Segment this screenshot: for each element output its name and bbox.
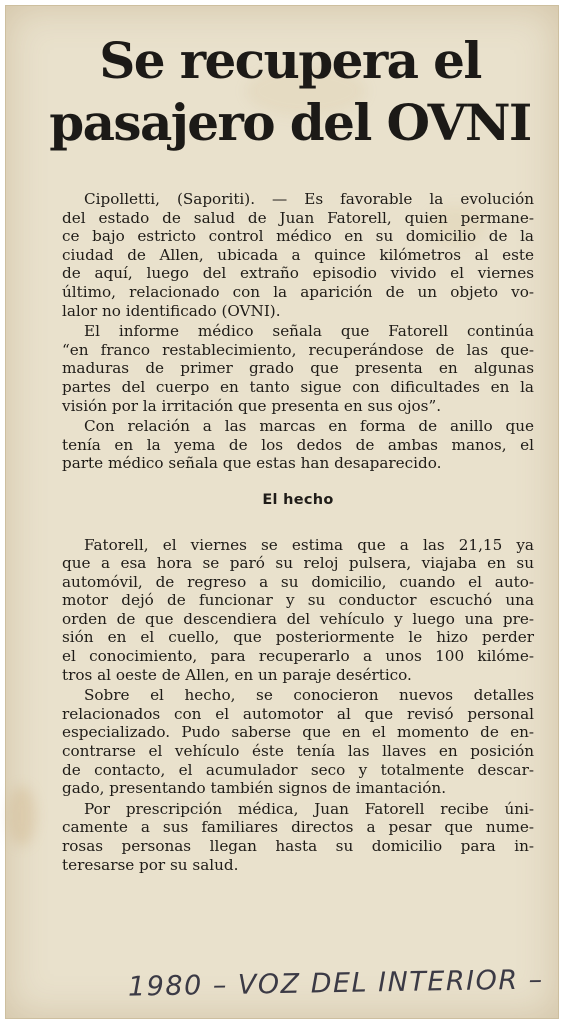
handwritten-note: 1980 – VOZ DEL INTERIOR –	[127, 964, 544, 1003]
text-line: contrarse el vehículo éste tenía las llaves en posición	[62, 742, 534, 761]
text-line: de contacto, el acumulador seco y totalmente descar-	[62, 760, 534, 779]
text-line: parte médico señala que estas han desaparecido.	[62, 454, 442, 473]
text-line: Con relación a las marcas en forma de anillo que	[84, 417, 534, 436]
paragraph	[62, 800, 534, 874]
paragraph	[62, 686, 534, 798]
article-body	[62, 190, 534, 876]
text-line: Por prescripción médica, Juan Fatorell recibe úni-	[84, 799, 534, 818]
text-line: del estado de salud de Juan Fatorell, quien permane-	[62, 208, 534, 227]
text-line: sión en el cuello, que posteriormente le hizo perder	[62, 628, 534, 647]
text-line: teresarse por su salud.	[62, 855, 239, 874]
text-line: automóvil, de regreso a su domicilio, cuando el auto-	[62, 572, 534, 591]
text-line: tenía en la yema de los dedos de ambas manos, el	[62, 435, 534, 454]
paragraph	[62, 536, 534, 685]
text-line: que a esa hora se paró su reloj pulsera, viajaba en su	[62, 554, 534, 573]
text-line: el conocimiento, para recuperarlo a unos 100 kilóme-	[62, 647, 534, 666]
text-line: partes del cuerpo en tanto sigue con dificultades en la	[62, 377, 534, 396]
headline	[30, 30, 550, 154]
text-line: camente a sus familiares directos a pesar que nume-	[62, 818, 534, 837]
text-line: El informe médico señala que Fatorell continúa	[84, 322, 534, 341]
headline-line: Se recupera el	[99, 31, 481, 90]
text-line: maduras de primer grado que presenta en algunas	[62, 359, 534, 378]
text-line: Cipolletti, (Saporiti). — Es favorable la evolución	[84, 190, 534, 208]
text-line: visión por la irritación que presenta en sus ojos”.	[62, 396, 442, 415]
paper-stain	[8, 786, 36, 846]
text-line: último, relacionado con la aparición de un objeto vo-	[62, 282, 534, 301]
paragraph	[62, 322, 534, 415]
text-line: motor dejó de funcionar y su conductor escuchó una	[62, 591, 534, 610]
text-line: Fatorell, el viernes se estima que a las 21,15 ya	[84, 535, 534, 554]
subheading: El hecho	[262, 491, 334, 508]
headline-line: pasajero del OVNI	[49, 93, 531, 152]
text-line: gado, presentando también signos de imantación.	[62, 779, 447, 798]
text-line: ce bajo estricto control médico en su domicilio de la	[62, 227, 534, 246]
text-line: ciudad de Allen, ubicada a quince kilómetros al este	[62, 245, 534, 264]
text-line: tros al oeste de Allen, en un paraje desértico.	[62, 665, 412, 684]
text-line: especializado. Pudo saberse que en el momento de en-	[62, 723, 534, 742]
text-line: lalor no identificado (OVNI).	[62, 301, 281, 320]
text-line: Sobre el hecho, se conocieron nuevos detalles	[84, 686, 534, 705]
text-line: “en franco restablecimiento, recuperándose de las que-	[62, 340, 534, 359]
text-line: relacionados con el automotor al que revisó personal	[62, 704, 534, 723]
text-line: orden de que descendiera del vehículo y luego una pre-	[62, 609, 534, 628]
paragraph	[62, 190, 534, 320]
paragraph	[62, 417, 534, 473]
text-line: de aquí, luego del extraño episodio vivido el viernes	[62, 264, 534, 283]
text-line: rosas personas llegan hasta su domicilio para in-	[62, 837, 534, 855]
